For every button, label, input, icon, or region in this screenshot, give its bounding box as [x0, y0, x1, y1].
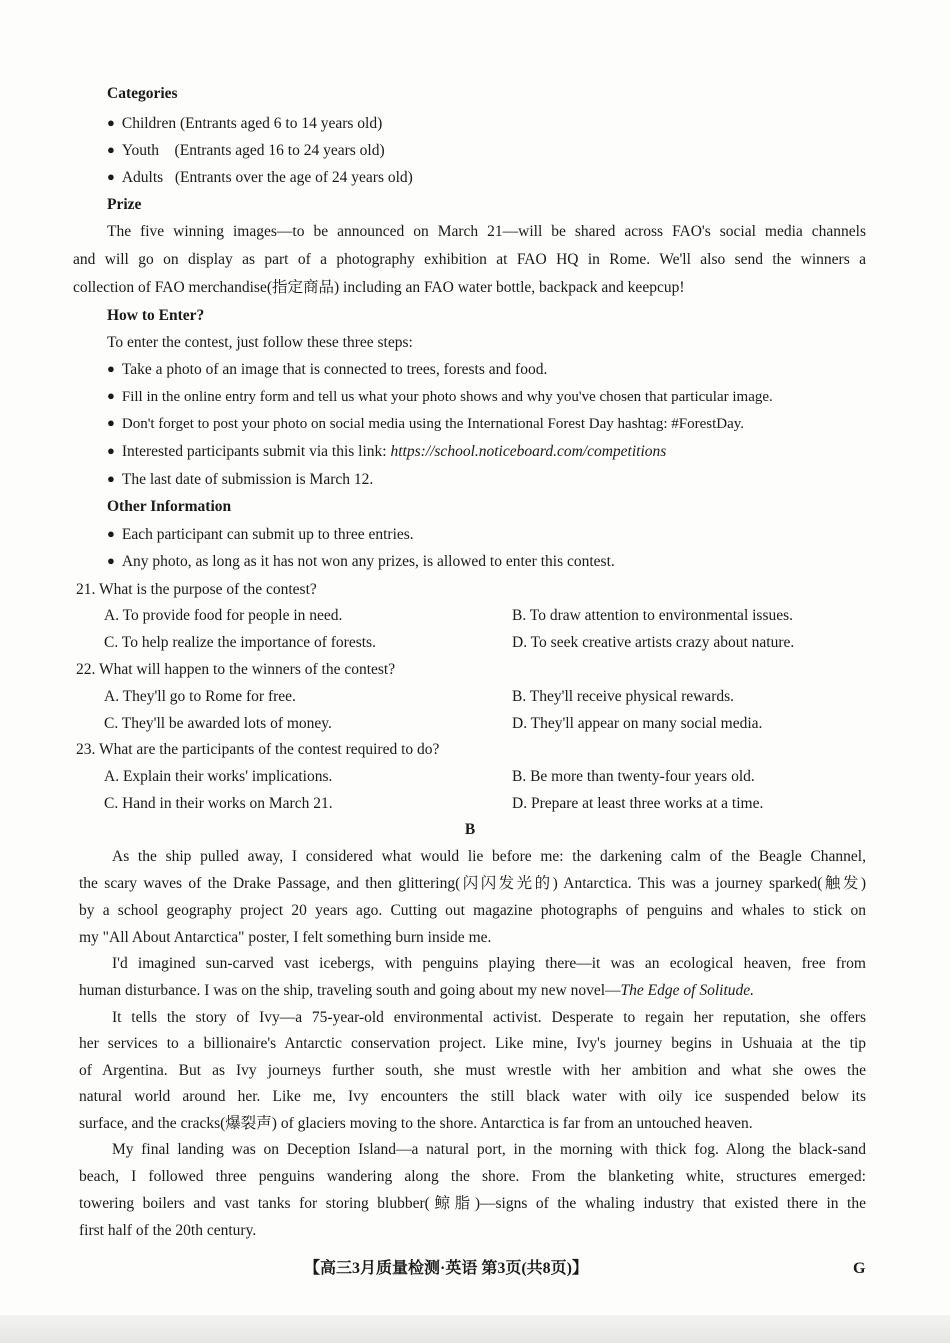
option-d[interactable]: D. To seek creative artists crazy about nature. — [512, 634, 795, 651]
passage-line: by a school geography project 20 years ago. Cutting out magazine photographs of penguins and whales to stick on — [79, 902, 866, 919]
passage-line: my "All About Antarctica" poster, I felt something burn inside me. — [79, 929, 492, 946]
categories-heading: Categories — [107, 85, 178, 102]
option-b[interactable]: B. Be more than twenty-four years old. — [512, 768, 755, 785]
option-a[interactable]: A. Explain their works' implications. — [104, 768, 333, 785]
how-to-enter-heading: How to Enter? — [107, 307, 205, 324]
step-item: ● Don't forget to post your photo on social media using the International Forest Day hashtag: #ForestDay. — [107, 414, 744, 434]
passage-line: towering boilers and vast tanks for storing blubber(鲸脂)—signs of the whaling industry that existed there in the — [79, 1195, 866, 1212]
scan-edge — [0, 1315, 950, 1343]
passage-line: beach, I followed three penguins wandering along the shore. From the blanketing white, structures emerged: — [79, 1168, 866, 1185]
category-item-adults: ● Adults (Entrants over the age of 24 years old) — [107, 168, 413, 188]
other-info-item: ● Any photo, as long as it has not won any prizes, is allowed to enter this contest. — [107, 552, 615, 572]
other-info-item: ● Each participant can submit up to three entries. — [107, 525, 414, 545]
passage-label: B — [464, 821, 476, 838]
prize-line: and will go on display as part of a photography exhibition at FAO HQ in Rome. We'll also send the winners a — [73, 251, 866, 268]
submission-link[interactable]: https://school.noticeboard.com/competitions — [390, 443, 667, 460]
step-item: ● The last date of submission is March 12. — [107, 470, 373, 490]
question-stem: 22. What will happen to the winners of the contest? — [76, 661, 396, 678]
link-label: Interested participants submit via this link: — [121, 443, 391, 460]
passage-line: As the ship pulled away, I considered what would lie before me: the darkening calm of the Beagle Channel, — [112, 848, 866, 865]
passage-line: natural world around her. Like me, Ivy encounters the still black water with oily ice suspended below its — [79, 1088, 866, 1105]
option-a[interactable]: A. To provide food for people in need. — [104, 607, 343, 624]
option-c[interactable]: C. Hand in their works on March 21. — [104, 795, 333, 812]
passage-line: of Argentina. But as Ivy journeys further south, she must wrestle with her ambition and what she owes the — [79, 1062, 866, 1079]
option-a[interactable]: A. They'll go to Rome for free. — [104, 688, 296, 705]
passage-line: surface, and the cracks(爆裂声) of glaciers moving to the shore. Antarctica is far from an untouched heaven. — [79, 1115, 753, 1132]
option-b[interactable]: B. They'll receive physical rewards. — [512, 688, 735, 705]
prize-line: collection of FAO merchandise(指定商品) including an FAO water bottle, backpack and keepcup! — [73, 279, 685, 296]
option-c[interactable]: C. To help realize the importance of forests. — [104, 634, 376, 651]
how-to-enter-intro: To enter the contest, just follow these three steps: — [107, 334, 413, 351]
passage-line: My final landing was on Deception Island—a natural port, in the morning with thick fog. Along the black-sand — [112, 1141, 866, 1158]
passage-line — [79, 981, 754, 1001]
passage-line: the scary waves of the Drake Passage, and then glittering(闪闪发光的) Antarctica. This was a journey sparked(触发) — [79, 875, 866, 892]
page-footer-title: 【高三3月质量检测·英语 第3页(共8页)】 — [304, 1260, 588, 1277]
question-stem: 23. What are the participants of the contest required to do? — [76, 741, 440, 758]
paper-code: G — [853, 1260, 866, 1277]
option-d[interactable]: D. Prepare at least three works at a time. — [512, 795, 764, 812]
question-stem: 21. What is the purpose of the contest? — [76, 581, 317, 598]
passage-line: It tells the story of Ivy—a 75-year-old environmental activist. Desperate to regain her reputation, she offers — [112, 1009, 866, 1026]
category-item-children: ● Children (Entrants aged 6 to 14 years old) — [107, 114, 382, 134]
step-item: ● Fill in the online entry form and tell us what your photo shows and why you've chosen that particular image. — [107, 387, 773, 407]
prize-heading: Prize — [107, 196, 142, 213]
passage-line: her services to a billionaire's Antarctic conservation project. Like mine, Ivy's journey begins in Ushuaia at the tip — [79, 1035, 866, 1052]
other-info-heading: Other Information — [107, 498, 232, 515]
passage-line: first half of the 20th century. — [79, 1222, 257, 1239]
novel-title: The Edge of Solitude. — [620, 982, 754, 999]
category-item-youth: ● Youth (Entrants aged 16 to 24 years old) — [107, 141, 385, 161]
step-item: ● Take a photo of an image that is connected to trees, forests and food. — [107, 360, 547, 380]
passage-text: human disturbance. I was on the ship, traveling south and going about my new novel— — [79, 982, 621, 999]
passage-line: I'd imagined sun-carved vast icebergs, with penguins playing there—it was an ecological heaven, free from — [112, 955, 866, 972]
prize-line: The five winning images—to be announced on March 21—will be shared across FAO's social media channels — [107, 223, 866, 240]
option-d[interactable]: D. They'll appear on many social media. — [512, 715, 763, 732]
option-b[interactable]: B. To draw attention to environmental issues. — [512, 607, 794, 624]
step-item — [107, 442, 666, 462]
option-c[interactable]: C. They'll be awarded lots of money. — [104, 715, 332, 732]
